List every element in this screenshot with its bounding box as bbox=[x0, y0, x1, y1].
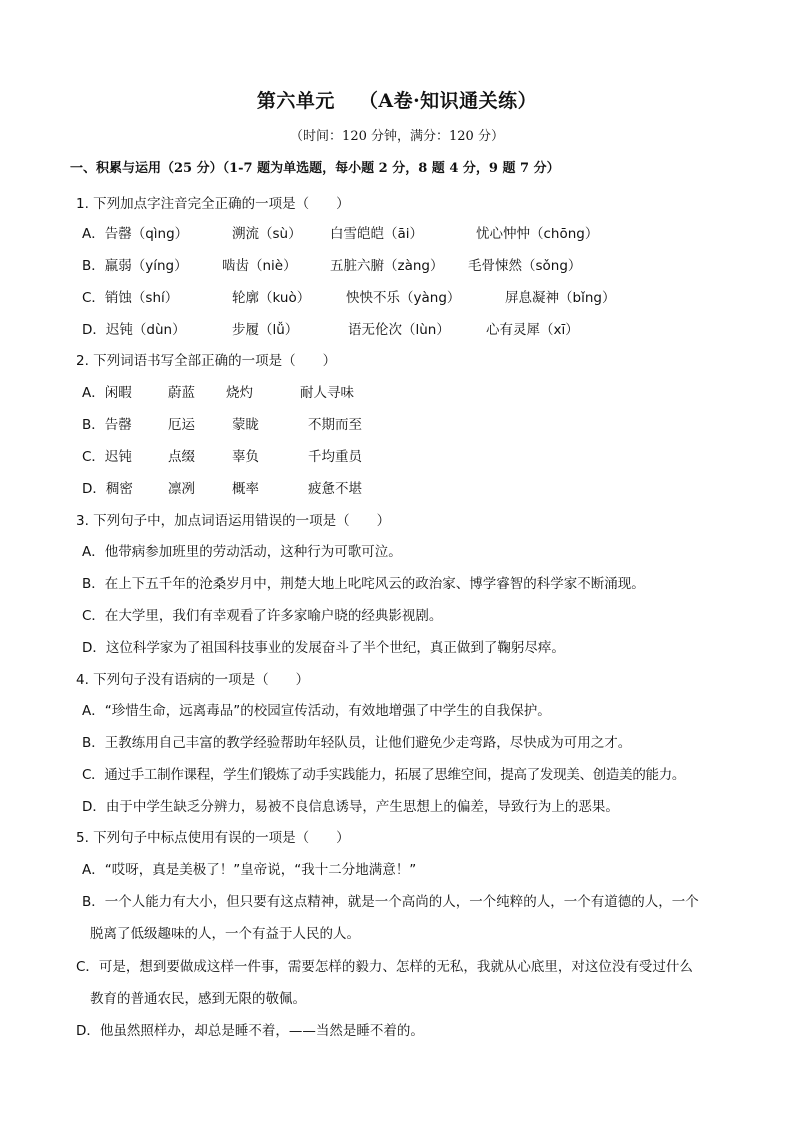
q1-c-3: 怏怏不乐（yàng） bbox=[346, 290, 461, 306]
q3-option-d: D．这位科学家为了祖国科技事业的发展奋斗了半个世纪，真正做到了鞠躬尽瘁。 bbox=[82, 640, 565, 656]
q1-stem: 1. 下列加点字注音完全正确的一项是（ ） bbox=[76, 196, 350, 212]
q2-c-1: C．迟钝 bbox=[82, 449, 132, 465]
q5-option-a: A．“哎呀，真是美极了！”皇帝说，“我十二分地满意！” bbox=[82, 862, 417, 878]
q1-d-2: 步履（lǚ） bbox=[232, 322, 299, 338]
q4-option-a: A．“珍惜生命，远离毒品”的校园宣传活动，有效地增强了中学生的自我保护。 bbox=[82, 703, 551, 719]
q3-option-b: B．在上下五千年的沧桑岁月中，荆楚大地上叱咤风云的政治家、博学睿智的科学家不断涌现。 bbox=[82, 576, 645, 592]
q1-c-2: 轮廓（kuò） bbox=[232, 290, 311, 306]
q1-d-3: 语无伦次（lùn） bbox=[348, 322, 450, 338]
q4-option-b: B．王教练用自己丰富的教学经验帮助年轻队员，让他们避免少走弯路，尽快成为可用之才。 bbox=[82, 735, 632, 751]
q5-option-b-line2: 脱离了低级趣味的人，一个有益于人民的人。 bbox=[90, 926, 360, 942]
q2-a-3: 烧灼 bbox=[226, 385, 253, 401]
page-title bbox=[0, 86, 794, 113]
q2-a-1: A．闲暇 bbox=[82, 385, 132, 401]
q2-b-2: 厄运 bbox=[168, 417, 195, 433]
q2-b-1: B．告罄 bbox=[82, 417, 132, 433]
q2-d-2: 凛冽 bbox=[168, 481, 195, 497]
q5-option-d: D．他虽然照样办，却总是睡不着，——当然是睡不着的。 bbox=[76, 1023, 424, 1039]
q2-c-3: 辜负 bbox=[232, 449, 259, 465]
q2-d-4: 疲惫不堪 bbox=[308, 481, 362, 497]
q1-b-1: B．羸弱（yíng） bbox=[82, 258, 188, 274]
q4-option-c: C．通过手工制作课程，学生们锻炼了动手实践能力，拓展了思维空间，提高了发现美、创造美的能力。 bbox=[82, 767, 686, 783]
q1-b-3: 五脏六腑（zàng） bbox=[330, 258, 444, 274]
q2-b-3: 蒙眬 bbox=[232, 417, 259, 433]
q1-d-1: D．迟钝（dùn） bbox=[82, 322, 186, 338]
q2-c-4: 千均重员 bbox=[308, 449, 362, 465]
q2-d-1: D．稠密 bbox=[82, 481, 133, 497]
q1-b-4: 毛骨悚然（sǒng） bbox=[468, 258, 582, 274]
q1-d-4: 心有灵犀（xī） bbox=[486, 322, 579, 338]
q1-c-1: C．销蚀（shí） bbox=[82, 290, 179, 306]
q2-stem: 2. 下列词语书写全部正确的一项是（ ） bbox=[76, 353, 337, 369]
q4-option-d: D．由于中学生缺乏分辨力，易被不良信息诱导，产生思想上的偏差，导致行为上的恶果。 bbox=[82, 799, 619, 815]
q5-option-c-line1: C．可是，想到要做成这样一件事，需要怎样的毅力、怎样的无私，我就从心底里，对这位没有受过什么 bbox=[76, 959, 693, 975]
unit-title: 第六单元 bbox=[256, 90, 335, 112]
q1-a-3: 白雪皑皑（āi） bbox=[330, 226, 424, 242]
q2-b-4: 不期而至 bbox=[308, 417, 362, 433]
section-heading: 一、积累与运用（25 分）（1-7 题为单选题，每小题 2 分，8 题 4 分，9 题 7 分） bbox=[70, 161, 560, 176]
q1-a-4: 忧心忡忡（chōng） bbox=[476, 226, 599, 242]
q2-c-2: 点缀 bbox=[168, 449, 195, 465]
volume-title: （A卷·知识通关练） bbox=[358, 90, 538, 112]
q1-a-1: A．告罄（qìng） bbox=[82, 226, 189, 242]
q3-option-c: C．在大学里，我们有幸观看了许多家喻户晓的经典影视剧。 bbox=[82, 608, 443, 624]
q4-stem: 4. 下列句子没有语病的一项是（ ） bbox=[76, 672, 310, 688]
q1-c-4: 屏息凝神（bǐng） bbox=[505, 290, 616, 306]
q5-option-c-line2: 教育的普通农民，感到无限的敬佩。 bbox=[90, 991, 306, 1007]
q2-a-4: 耐人寻味 bbox=[300, 385, 354, 401]
q2-d-3: 概率 bbox=[232, 481, 259, 497]
q3-stem: 3. 下列句子中，加点词语运用错误的一项是（ ） bbox=[76, 513, 391, 529]
q3-option-a: A．他带病参加班里的劳动活动，这种行为可歌可泣。 bbox=[82, 544, 402, 560]
q5-stem: 5. 下列句子中标点使用有误的一项是（ ） bbox=[76, 830, 350, 846]
time-info: （时间：120 分钟，满分：120 分） bbox=[290, 129, 504, 144]
q1-a-2: 溯流（sù） bbox=[232, 226, 302, 242]
q1-b-2: 啮齿（niè） bbox=[222, 258, 297, 274]
q5-option-b-line1: B．一个人能力有大小，但只要有这点精神，就是一个高尚的人，一个纯粹的人，一个有道德的人，一个 bbox=[82, 894, 699, 910]
q2-a-2: 蔚蓝 bbox=[168, 385, 195, 401]
